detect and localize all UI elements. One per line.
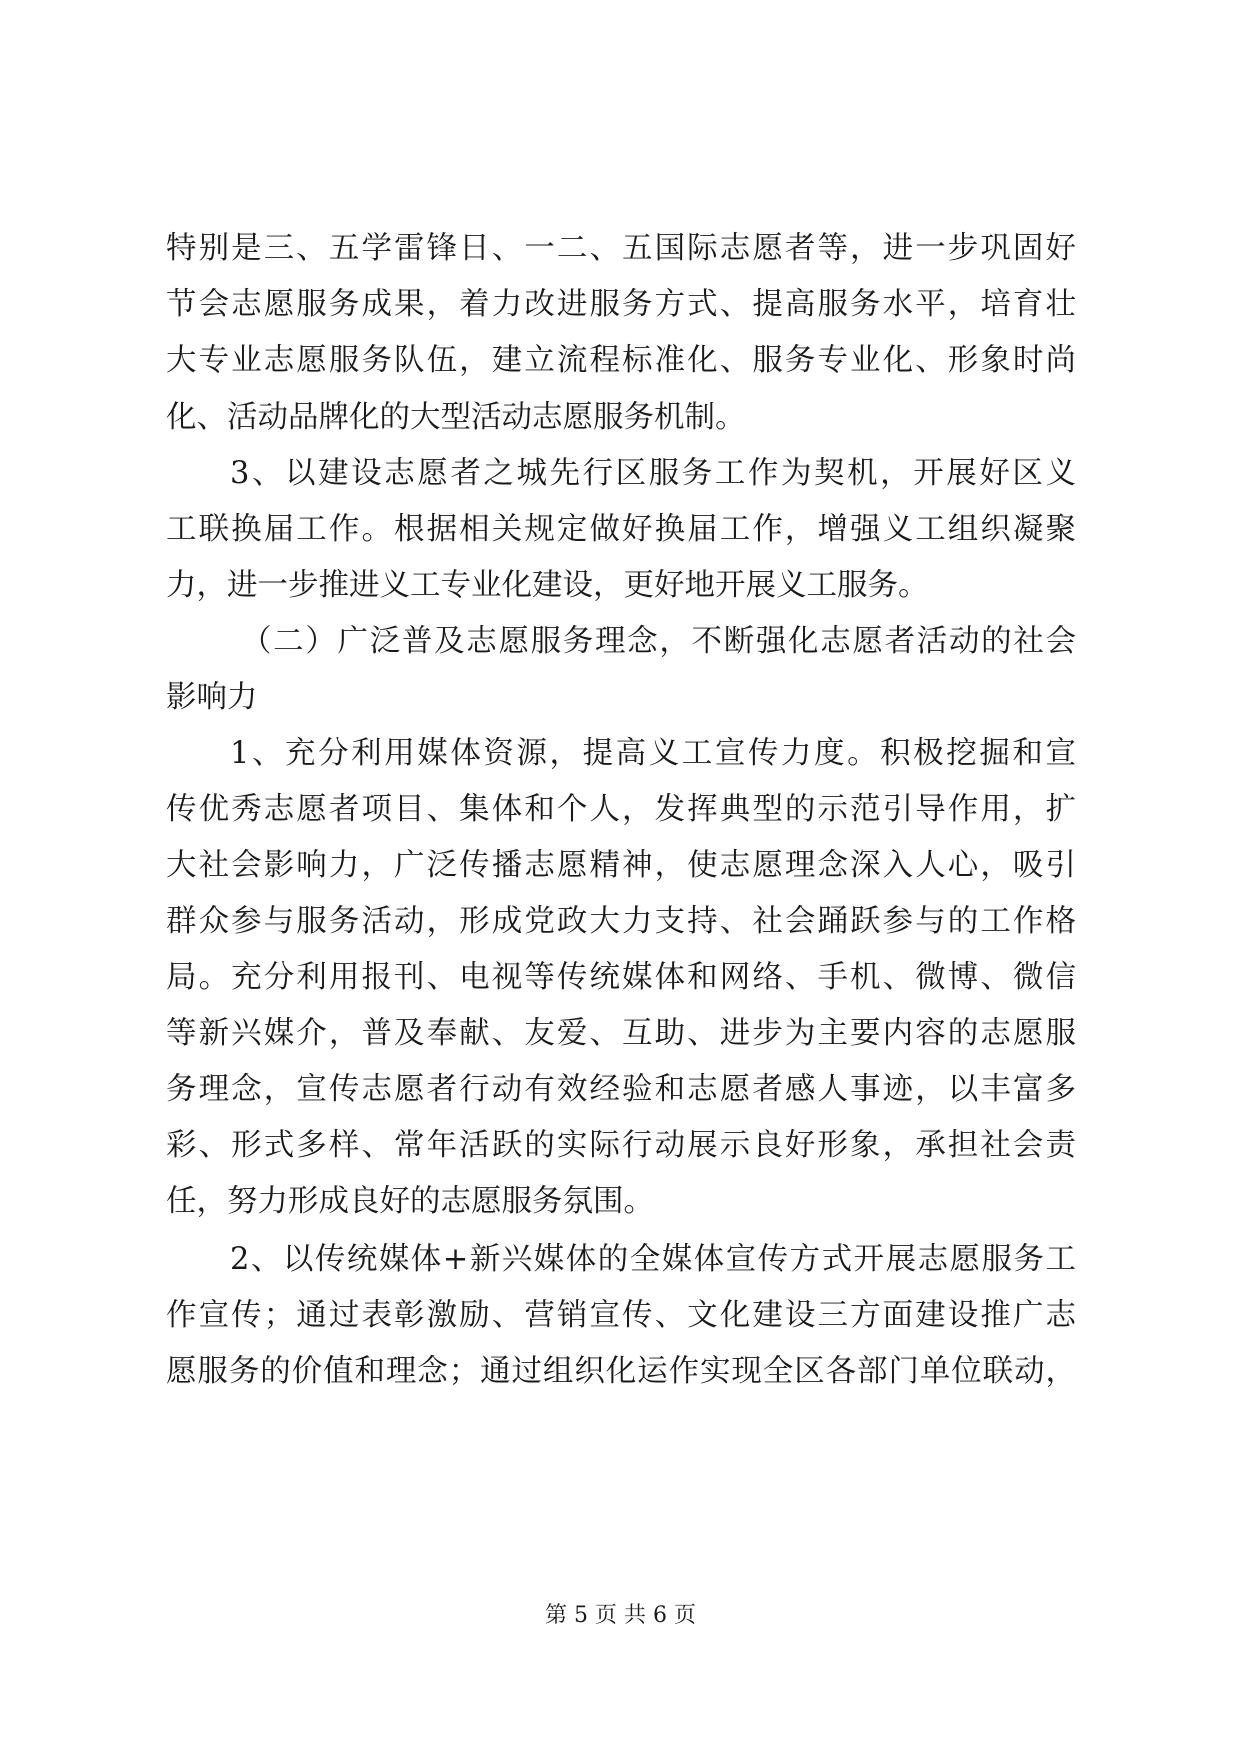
text-line-12: 大社会影响力，广泛传播志愿精神，使志愿理念深入人心，吸引 (166, 848, 1076, 883)
text-line-19: 2、以传统媒体+新兴媒体的全媒体宣传方式开展志愿服务工 (230, 1242, 1076, 1277)
text-line-6: 工联换届工作。根据相关规定做好换届工作，增强义工组织凝聚 (166, 512, 1076, 547)
section-heading-line-1: （二）广泛普及志愿服务理念，不断强化志愿者活动的社会 (241, 624, 1076, 659)
text-line-16: 务理念，宣传志愿者行动有效经验和志愿者感人事迹，以丰富多 (166, 1072, 1076, 1107)
section-heading-line-2: 影响力 (166, 680, 258, 715)
text-line-18: 任，努力形成良好的志愿服务氛围。 (166, 1184, 654, 1219)
text-line-4: 化、活动品牌化的大型活动志愿服务机制。 (166, 400, 746, 435)
text-line-1: 特别是三、五学雷锋日、一二、五国际志愿者等，进一步巩固好 (166, 231, 1076, 266)
text-line-17: 彩、形式多样、常年活跃的实际行动展示良好形象，承担社会责 (166, 1128, 1076, 1163)
text-line-3: 大专业志愿服务队伍，建立流程标准化、服务专业化、形象时尚 (166, 343, 1076, 378)
text-line-15: 等新兴媒介，普及奉献、友爱、互助、进步为主要内容的志愿服 (166, 1016, 1076, 1051)
text-line-21: 愿服务的价值和理念；通过组织化运作实现全区各部门单位联动， (166, 1354, 1076, 1389)
text-line-13: 群众参与服务活动，形成党政大力支持、社会踊跃参与的工作格 (166, 904, 1076, 939)
text-line-10: 1、充分利用媒体资源，提高义工宣传力度。积极挖掘和宣 (230, 736, 1076, 771)
text-line-14: 局。充分利用报刊、电视等传统媒体和网络、手机、微博、微信 (166, 960, 1076, 995)
text-line-7: 力，进一步推进义工专业化建设，更好地开展义工服务。 (166, 568, 929, 603)
text-line-11: 传优秀志愿者项目、集体和个人，发挥典型的示范引导作用，扩 (166, 792, 1076, 827)
page-number-footer: 第 5 页 共 6 页 (545, 1603, 696, 1628)
text-line-2: 节会志愿服务成果，着力改进服务方式、提高服务水平，培育壮 (166, 287, 1076, 322)
text-line-5: 3、以建设志愿者之城先行区服务工作为契机，开展好区义 (230, 456, 1076, 491)
text-line-20: 作宣传；通过表彰激励、营销宣传、文化建设三方面建设推广志 (166, 1298, 1076, 1333)
